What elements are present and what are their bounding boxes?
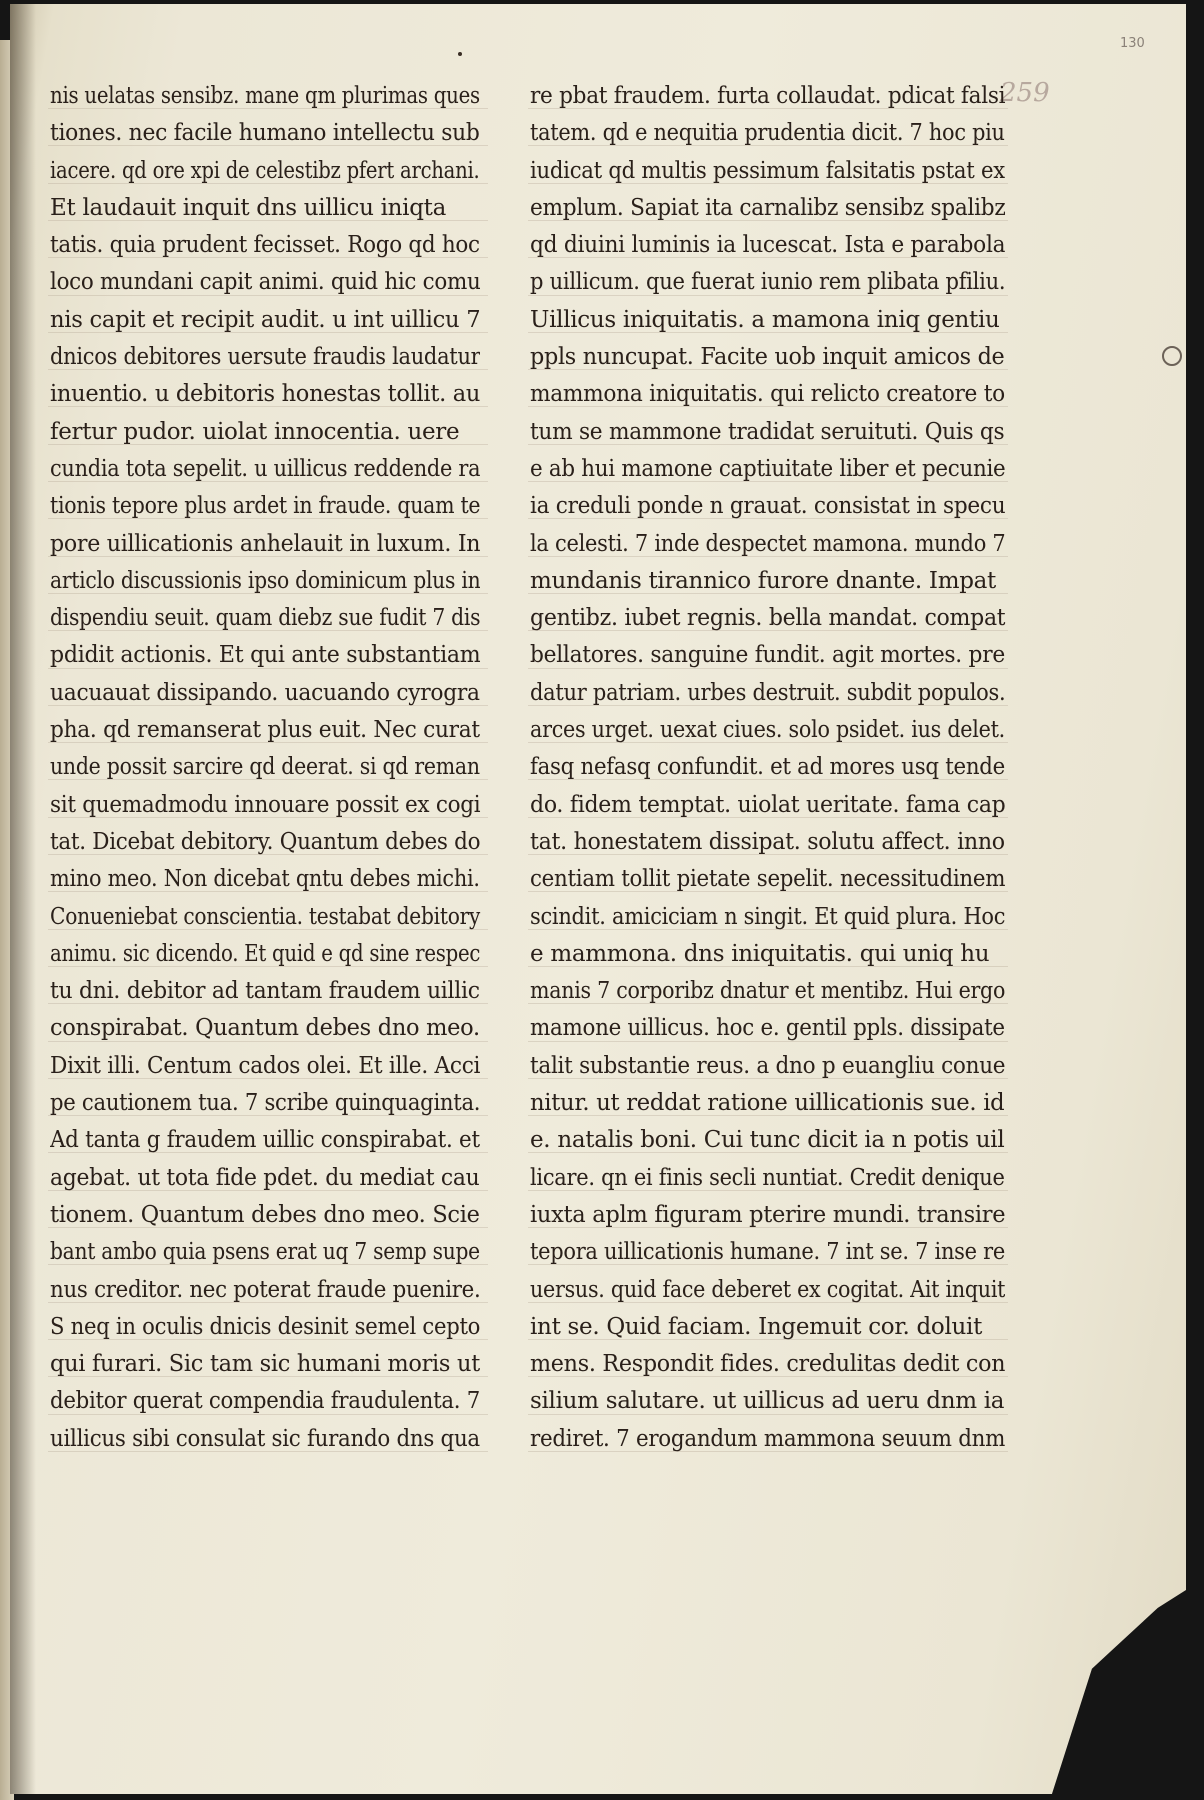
text-line: do. fidem temptat. uiolat ueritate. fama cap — [530, 791, 1006, 818]
text-line: tat. Dicebat debitory. Quantum debes do — [50, 828, 481, 855]
text-line: tat. honestatem dissipat. solutu affect. inno — [530, 828, 1005, 855]
text-line: bellatores. sanguine fundit. agit mortes. pre — [530, 642, 1005, 669]
text-line: silium salutare. ut uillicus ad ueru dnm ia — [530, 1388, 1005, 1415]
text-line: nis capit et recipit audit. u int uillicu 7 — [50, 306, 480, 333]
text-line: e ab hui mamone captiuitate liber et pecunie — [530, 455, 1006, 482]
text-line: qui furari. Sic tam sic humani moris ut — [50, 1351, 480, 1378]
text-line: pore uillicationis anhelauit in luxum. In — [50, 530, 481, 557]
text-line: tionem. Quantum debes dno meo. Scie — [50, 1201, 480, 1228]
margin-circle-mark — [1162, 346, 1182, 366]
text-line: int se. Quid faciam. Ingemuit cor. doluit — [530, 1313, 983, 1340]
text-line: ppls nuncupat. Facite uob inquit amicos de — [530, 344, 1005, 371]
text-line: re pbat fraudem. furta collaudat. pdicat falsi — [530, 83, 1006, 109]
text-line: unde possit sarcire qd deerat. si qd reman — [50, 754, 480, 781]
text-line: iudicat qd multis pessimum falsitatis pstat ex — [530, 157, 1005, 184]
text-line: debitor querat compendia fraudulenta. 7 — [50, 1388, 481, 1415]
text-line: Dixit illi. Centum cados olei. Et ille. Acci — [50, 1052, 481, 1079]
text-line: tionis tepore plus ardet in fraude. quam te — [50, 493, 480, 520]
text-line: tu dni. debitor ad tantam fraudem uillic — [50, 978, 480, 1005]
text-line: conspirabat. Quantum debes dno meo. — [50, 1015, 480, 1042]
text-line: tepora uillicationis humane. 7 int se. 7 inse re — [530, 1239, 1005, 1266]
text-line: cundia tota sepelit. u uillicus reddende ra — [50, 455, 480, 482]
text-line: Conueniebat conscientia. testabat debitory — [50, 903, 481, 930]
text-line: scindit. amiciciam n singit. Et quid plura. Hoc — [530, 903, 1006, 930]
text-line: pe cautionem tua. 7 scribe quinquaginta. — [50, 1090, 481, 1117]
text-line: mino meo. Non dicebat qntu debes michi. — [50, 866, 480, 893]
text-line: articlo discussionis ipso dominicum plus in — [50, 567, 481, 594]
text-line: tatis. quia prudent fecisset. Rogo qd hoc — [50, 232, 480, 259]
text-line: uacuauat dissipando. uacuando cyrogra — [50, 679, 480, 706]
text-line: inuentio. u debitoris honestas tollit. au — [50, 381, 480, 408]
pencil-foliation: 259 — [1000, 78, 1050, 108]
text-line: tiones. nec facile humano intellectu sub — [50, 120, 480, 147]
text-line: qd diuini luminis ia lucescat. Ista e parabola — [530, 232, 1005, 259]
text-line: gentibz. iubet regnis. bella mandat. compat — [530, 605, 1006, 632]
text-line: fertur pudor. uiolat innocentia. uere — [50, 418, 460, 445]
text-line: uillicus sibi consulat sic furando dns qua — [50, 1425, 480, 1452]
text-line: mammona iniquitatis. qui relicto creatore to — [530, 381, 1005, 408]
gutter-shadow — [10, 4, 36, 1794]
text-line: mamone uillicus. hoc e. gentil ppls. dissipate — [530, 1015, 1005, 1042]
text-line: nus creditor. nec poterat fraude puenire. — [50, 1276, 481, 1303]
text-line: e. natalis boni. Cui tunc dicit ia n potis uil — [530, 1127, 1005, 1154]
right-text-column — [530, 78, 1005, 1458]
text-line: uersus. quid face deberet ex cogitat. Ait inquit — [530, 1276, 1006, 1303]
text-line: Uillicus iniquitatis. a mamona iniq gentiu — [530, 306, 1000, 333]
text-line: mundanis tirannico furore dnante. Impat — [530, 567, 996, 594]
text-line: manis 7 corporibz dnatur et mentibz. Hui ergo — [530, 978, 1006, 1005]
text-line: animu. sic dicendo. Et quid e qd sine respec — [50, 940, 481, 967]
text-line: agebat. ut tota fide pdet. du mediat cau — [50, 1164, 480, 1191]
text-line: la celesti. 7 inde despectet mamona. mundo 7 — [530, 530, 1006, 557]
text-line: Ad tanta g fraudem uillic conspirabat. et — [50, 1127, 480, 1154]
left-text-column — [50, 78, 480, 1458]
text-line: dispendiu seuit. quam diebz sue fudit 7 dis — [50, 605, 481, 632]
text-line: Et laudauit inquit dns uillicu iniqta — [50, 194, 446, 221]
text-line: loco mundani capit animi. quid hic comu — [50, 269, 481, 296]
text-line: tum se mammone tradidat seruituti. Quis qs — [530, 418, 1005, 445]
text-line: pha. qd remanserat plus euit. Nec curat — [50, 717, 480, 744]
text-line: ia creduli ponde n grauat. consistat in specu — [530, 493, 1006, 520]
text-line: emplum. Sapiat ita carnalibz sensibz spalibz — [530, 194, 1006, 221]
text-line: e mammona. dns iniquitatis. qui uniq hu — [530, 940, 990, 967]
text-line: pdidit actionis. Et qui ante substantiam — [50, 642, 481, 669]
text-line: fasq nefasq confundit. et ad mores usq tende — [530, 754, 1005, 781]
text-line: iacere. qd ore xpi de celestibz pfert archani. — [50, 157, 480, 184]
text-line: rediret. 7 erogandum mammona seuum dnm — [530, 1425, 1005, 1452]
text-line: S neq in oculis dnicis desinit semel cepto — [50, 1313, 481, 1340]
text-line: nitur. ut reddat ratione uillicationis sue. id — [530, 1090, 1005, 1117]
text-line: p uillicum. que fuerat iunio rem plibata pfiliu. — [530, 269, 1005, 296]
text-line: mens. Respondit fides. credulitas dedit con — [530, 1351, 1005, 1378]
text-line: arces urget. uexat ciues. solo psidet. ius delet. — [530, 717, 1005, 744]
ink-speck — [458, 52, 462, 56]
text-line: dnicos debitores uersute fraudis laudatur — [50, 344, 480, 371]
text-line: licare. qn ei finis secli nuntiat. Credit denique — [530, 1164, 1005, 1191]
text-line: centiam tollit pietate sepelit. necessitudinem — [530, 866, 1006, 893]
text-line: datur patriam. urbes destruit. subdit populos. — [530, 679, 1006, 706]
text-line: iuxta aplm figuram pterire mundi. transire — [530, 1201, 1005, 1228]
folio-number: 130 — [1120, 36, 1145, 51]
text-line: nis uelatas sensibz. mane qm plurimas ques — [50, 83, 480, 109]
text-line: sit quemadmodu innouare possit ex cogi — [50, 791, 481, 818]
text-line: tatem. qd e nequitia prudentia dicit. 7 hoc piu — [530, 120, 1005, 147]
text-line: bant ambo quia psens erat uq 7 semp supe — [50, 1239, 480, 1266]
text-line: talit substantie reus. a dno p euangliu conue — [530, 1052, 1006, 1079]
